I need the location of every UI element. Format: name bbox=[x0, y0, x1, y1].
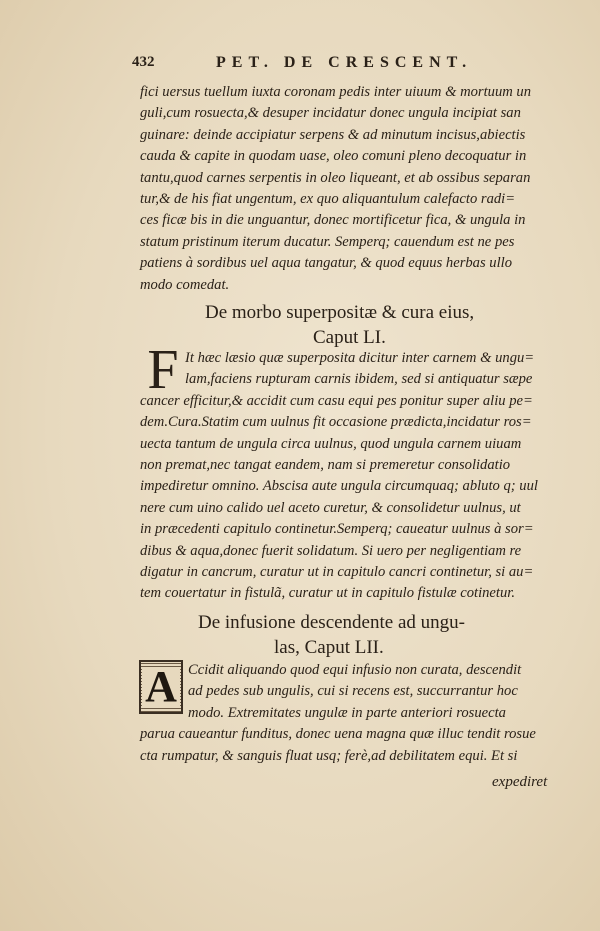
text-line: in præcedenti capitulo continetur.Semperq; caueatur uulnus à sor= bbox=[140, 521, 534, 538]
chapter-51-body bbox=[140, 348, 580, 605]
text-line: patiens à sordibus uel aqua tangatur, & quod equus herbas ullo bbox=[140, 255, 513, 272]
text-line: modo comedat. bbox=[140, 276, 230, 293]
text-line: fici uersus tuellum iuxta coronam pedis inter uiuum & mortuum un bbox=[140, 84, 532, 100]
paragraph-continued bbox=[140, 82, 580, 296]
text-line: nere cum uino calido uel aceto curetur, & consolidetur uulnus, ut bbox=[140, 499, 521, 516]
page-header bbox=[132, 52, 552, 78]
text-line: cta rumpatur, & sanguis fluat usq; ferè,ad debilitatem equi. Et si bbox=[140, 747, 518, 764]
text-line: cancer efficitur,& accidit cum casu equi pes ponitur super aliu pe= bbox=[140, 392, 533, 409]
text-line: non premat,nec tangat eandem, nam si premeretur consolidatio bbox=[140, 457, 511, 474]
text-line: lam,faciens rupturam carnis ibidem, sed si antiquatur sæpe bbox=[185, 371, 533, 388]
text-line: cauda & capite in quodam uase, oleo comuni pleno decoquatur in bbox=[140, 148, 527, 165]
decorated-initial bbox=[139, 660, 183, 714]
chapter-number: las, Caput LII. bbox=[274, 637, 384, 658]
text-line: guinare: deinde accipiatur serpens & ad minutum incisus,abiectis bbox=[140, 126, 526, 143]
running-title: PET. DE CRESCENT. bbox=[216, 54, 473, 71]
chapter-52-body bbox=[140, 660, 580, 767]
catchword: expediret bbox=[492, 774, 548, 790]
text-line: parua caueantur funditus, donec uena magna quæ illuc tendit rosue bbox=[140, 726, 536, 743]
text-line: impediretur omnino. Abscisa aute ungula circumquaq; abluto q; uul bbox=[140, 478, 538, 495]
chapter-heading: De morbo superpositæ & cura eius, bbox=[205, 302, 475, 323]
text-line: dibus & aqua,donec fuerit solidatum. Si uero per negligentiam re bbox=[140, 542, 522, 559]
text-line: dem.Cura.Statim cum uulnus fit occasione prædicta,incidatur ros= bbox=[140, 414, 532, 431]
text-line: modo. Extremitates ungulæ in parte anteriori rosuecta bbox=[188, 704, 506, 721]
text-line: Ccidit aliquando quod equi infusio non curata, descendit bbox=[188, 662, 522, 678]
text-line: tantu,quod carnes serpentis in oleo liqueant, et ab ossibus separan bbox=[140, 169, 531, 186]
text-line: It hæc læsio quæ superposita dicitur inter carnem & ungu= bbox=[185, 350, 535, 366]
drop-cap: F bbox=[147, 339, 179, 401]
text-line: ad pedes sub ungulis, cui si recens est, succurrantur hoc bbox=[188, 683, 518, 700]
text-line: statum pristinum iterum ducatur. Semperq; cauendum est ne pes bbox=[140, 233, 515, 250]
text-line: uecta tantum de ungula circa uulnus, quod ungula carnem uiuam bbox=[140, 435, 522, 452]
chapter-number: Caput LI. bbox=[313, 327, 386, 348]
chapter-heading: De infusione descendente ad ungu- bbox=[198, 612, 465, 633]
text-line: tur,& de his fiat ungentum, ex quo aliquantulum calefacto radi= bbox=[140, 191, 516, 208]
drop-cap: A bbox=[142, 667, 180, 707]
text-line: guli,cum rosuecta,& desuper incidatur donec ungula incipiat san bbox=[140, 105, 521, 122]
text-line: digatur in cancrum, curatur ut in capitulo cancri continetur, si au= bbox=[140, 564, 534, 581]
page-number: 432 bbox=[132, 54, 155, 70]
text-line: ces ficæ bis in die unguantur, donec mortificetur fica, & ungula in bbox=[140, 212, 526, 229]
text-line: tem couertatur in fistulã, curatur ut in capitulo fistulæ cotinetur. bbox=[140, 585, 515, 602]
